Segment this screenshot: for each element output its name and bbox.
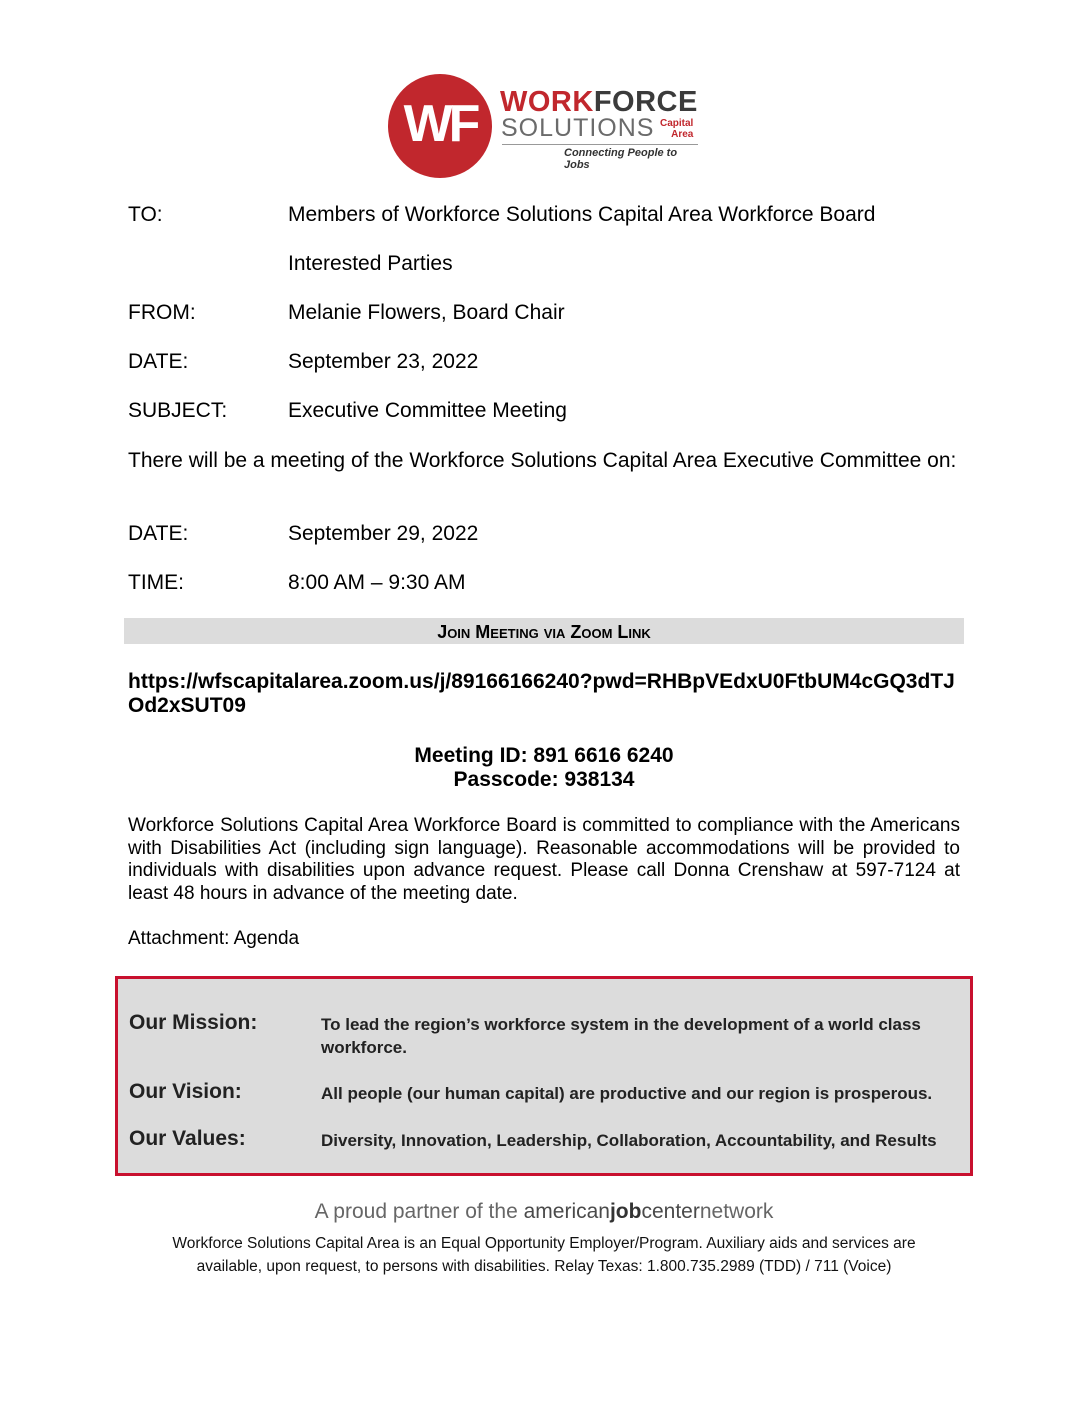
meeting-date-label: DATE:: [128, 522, 189, 545]
meeting-intro: There will be a meeting of the Workforce Solutions Capital Area Executive Committee on:: [128, 449, 957, 472]
subject-value: Executive Committee Meeting: [288, 399, 567, 422]
join-meeting-heading: Join Meeting via Zoom Link: [124, 618, 964, 644]
partner-job: job: [609, 1200, 642, 1223]
values-text: Diversity, Innovation, Leadership, Collaboration, Accountability, and Results: [321, 1131, 937, 1150]
ada-notice: Workforce Solutions Capital Area Workforce Board is committed to compliance with the Americans with Disabilities Act (including sign language). Reasonable accommodations will be provided to individuals with disabilities upon advance request. Please call Donna Crenshaw at 597-7124 at least 48 hours in advance of the meeting date.: [128, 815, 960, 904]
logo-area: Area: [671, 129, 694, 140]
to-value: Members of Workforce Solutions Capital Area Workforce Board: [288, 203, 876, 226]
logo-brand-force: FORCE: [593, 86, 698, 118]
meeting-id: Meeting ID: 891 6616 6240: [414, 744, 674, 767]
eeo-footer: Workforce Solutions Capital Area is an Equal Opportunity Employer/Program. Auxiliary aids and services are available, upon request, to persons with disabilities. Relay Texas: 1.800.735.2989 (TDD) / 711 (Voice): [172, 1235, 916, 1275]
subject-label: SUBJECT:: [128, 399, 228, 422]
ajc-partner-line: [0, 1200, 1088, 1224]
mission-text: To lead the region’s workforce system in the development of a world class workforce.: [321, 1015, 921, 1057]
logo-brand-line2: SOLUTIONS: [501, 114, 655, 142]
logo-rule: [502, 144, 698, 145]
logo-capital-area: [660, 118, 693, 140]
logo-brand-work: WORK: [500, 86, 594, 118]
vision-text: All people (our human capital) are productive and our region is prosperous.: [321, 1084, 933, 1103]
from-value: Melanie Flowers, Board Chair: [288, 301, 565, 324]
from-label: FROM:: [128, 301, 196, 324]
meeting-time-value: 8:00 AM – 9:30 AM: [288, 571, 466, 594]
partner-network: network: [699, 1200, 774, 1223]
workforce-solutions-logo: [388, 74, 700, 178]
passcode: Passcode: 938134: [453, 768, 635, 791]
to-label: TO:: [128, 203, 163, 226]
logo-tagline: Connecting People to Jobs: [564, 147, 678, 171]
logo-capital: Capital: [660, 118, 694, 129]
meeting-date-value: September 29, 2022: [288, 522, 479, 545]
date-label: DATE:: [128, 350, 189, 373]
meeting-time-label: TIME:: [128, 571, 184, 594]
partner-prefix: A proud partner of the: [314, 1200, 524, 1223]
to-value-2: Interested Parties: [288, 252, 453, 275]
logo-initials: WF: [403, 95, 477, 153]
mission-vision-values-box: [115, 976, 973, 1176]
mission-label: Our Mission:: [129, 1011, 258, 1034]
partner-center: center: [641, 1200, 700, 1223]
partner-american: american: [523, 1200, 610, 1223]
values-label: Our Values:: [129, 1127, 246, 1150]
attachment-note: Attachment: Agenda: [128, 928, 300, 949]
vision-label: Our Vision:: [129, 1080, 242, 1103]
date-value: September 23, 2022: [288, 350, 479, 373]
zoom-link[interactable]: https://wfscapitalarea.zoom.us/j/89166166240?pwd=RHBpVEdxU0FtbUM4cGQ3dTJOd2xSUT09: [128, 670, 955, 717]
